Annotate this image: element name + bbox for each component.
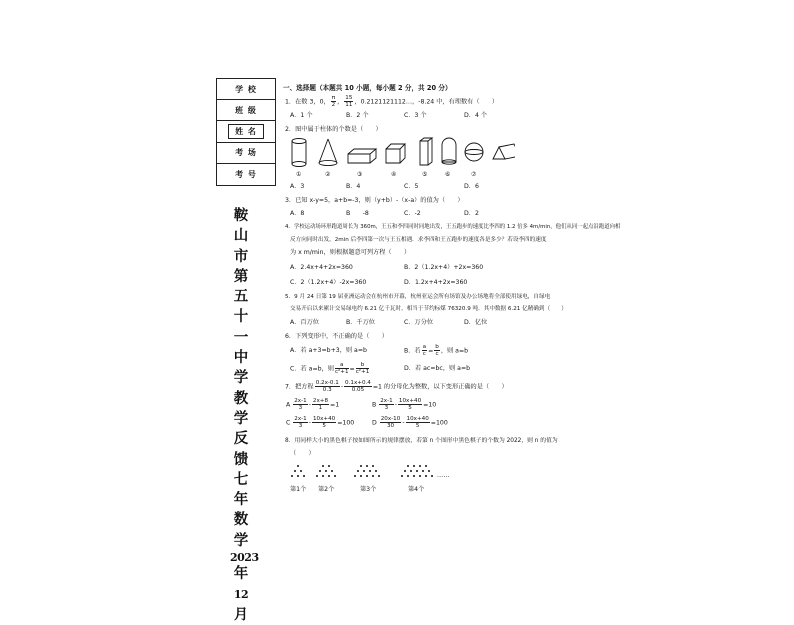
question-4-line-2: 反方向同时出发，2min 后李四第一次与王五相遇．求李四和王五跑步的速度各是多少？若设李四的速度 [290, 237, 547, 243]
q4-option-d: D．1.2x+4+2x=360 [404, 279, 468, 286]
question-5-line-2: 交易开启以来累计交易绿电约 6.21 亿千瓦时，相当于节约标煤 76320.9 吨．其中数据 6.21 亿精确到（ ） [290, 306, 567, 312]
question-3-stem: 3．已知 x-y=5，a+b=-3，则（y+b）-（x-a）的值为（ ） [285, 197, 464, 204]
q4-option-a: A．2.4x+4+2x=360 [290, 264, 353, 271]
q1-option-a: A．1 个 [290, 112, 313, 119]
q5-option-c: C．万分位 [404, 319, 434, 326]
shape-label-5: ⑤ [422, 171, 428, 178]
question-2-stem: 2．图中属于柱体的个数是（ ） [285, 126, 382, 133]
cuboid-shape [348, 149, 376, 163]
exam-room-field: 考 场 [217, 143, 275, 164]
shape-label-7: ⑦ [471, 171, 477, 178]
q6-option-d: D．若 ac=bc，则 a=b [404, 365, 471, 372]
shape-label-2: ② [325, 171, 331, 178]
class-field: 班 级 [217, 100, 275, 121]
q5-option-b: B．千万位 [346, 319, 375, 326]
q2-option-a: A．3 [290, 183, 305, 190]
pattern-label-3: 第3个 [360, 486, 377, 493]
pattern-label-4: 第4个 [408, 486, 425, 493]
q5-option-d: D．亿位 [464, 319, 488, 326]
question-4-line-3: 为 x m/min，则根据题意可列方程（ ） [290, 249, 411, 256]
question-5-line-1: 5．9 月 24 日第 19 届亚洲运动会在杭州市开幕，杭州亚运会所有场馆及办公场地将全部使用绿电，自绿电 [285, 294, 551, 300]
question-6-stem: 6．下列变形中，不正确的是（ ） [285, 333, 388, 340]
pattern-label-1: 第1个 [290, 486, 307, 493]
q2-option-c: C．5 [404, 183, 419, 190]
shape-label-1: ① [296, 171, 302, 178]
exam-number-field: 考 号 [235, 169, 257, 179]
cylinder-shape [292, 139, 306, 167]
section-heading: 一、选择题（本题共 10 小题，每小题 2 分，共 20 分） [283, 84, 452, 92]
q1-option-b: B．2 个 [346, 112, 369, 119]
question-8-line-1: 8．用同样大小的黑色棋子按如图所示的规律摆放，若第 n 个图形中黑色棋子的个数为 2022，则 n 的值为 [285, 438, 558, 444]
school-field: 学 校 [217, 79, 275, 100]
shape-label-4: ④ [391, 171, 397, 178]
q7-option-c: C $\frac{2x-1}{3}$ - $\frac{10x+40}{5}$ =100 [286, 416, 355, 429]
q6-option-a: A．若 a+3=b+3，则 a=b [290, 347, 367, 354]
question-1-stem: 1．在数 3，0， $\frac{\pi}{2}$ ， $\frac{15}{11}$ ，0.2121121112…，-8.24 中，有理数有（ ） [285, 95, 499, 108]
q7-option-d: D $\frac{20x-10}{30}$ - $\frac{10x+40}{5}$ =100 [372, 416, 448, 429]
solid-shapes-figure [285, 135, 515, 179]
vertical-exam-title: 鞍 山 市 第 五 十 一 中 学 教 学 反 馈 七 年 数 学 2023 年 12月 [230, 207, 259, 623]
q2-option-d: D．6 [464, 183, 479, 190]
q3-option-d: D．2 [464, 210, 479, 217]
cube-shape [386, 144, 405, 163]
q1-option-d: D．4 个 [464, 112, 488, 119]
q7-option-b: B $\frac{2x-1}{3}$ - $\frac{10x+40}{5}$ =10 [372, 398, 437, 411]
q4-option-b: B．2（1.2x+4）+2x=360 [404, 264, 484, 271]
q4-option-c: C．2（1.2x+4）-2x=360 [290, 279, 367, 286]
cone-shape [319, 139, 337, 166]
question-7-stem: 7．把方程 $\frac{0.2x-0.1}{0.3}$ - $\frac{0.1x+0.4}{0.05}$ =1 的分母化为整数，以下变形正确的是（ ） [285, 380, 508, 393]
q7-option-a: A $\frac{2x-1}{3}$ - $\frac{2x+8}{1}$ =1 [286, 398, 340, 411]
shape-label-3: ③ [357, 171, 363, 178]
q1-option-c: C．3 个 [404, 112, 427, 119]
q6-option-c: C．若 a=b，则 $\frac{a}{\text{c²+1}}$ = $\frac{b}{\text{c²+1}}$ [290, 362, 370, 375]
q2-option-b: B．4 [346, 183, 361, 190]
name-field: 姓 名 [217, 121, 275, 142]
q5-option-a: A．百万位 [290, 319, 319, 326]
shape-label-6: ⑥ [445, 171, 451, 178]
pattern-ellipsis: …… [437, 472, 450, 479]
triangular-prism-shape [493, 144, 515, 159]
question-4-line-1: 4．学校运动场环形跑道周长为 360m，王五和李四同时同地出发，王五跑步的速度比李四的 1.2 倍多 4m/min，他们从同一起点沿跑道向相 [285, 224, 621, 230]
sphere-shape [465, 143, 483, 161]
q3-option-a: A．8 [290, 210, 305, 217]
q3-option-c: C．-2 [404, 210, 421, 217]
student-info-table [216, 78, 276, 186]
q3-option-b: B -8 [346, 210, 369, 217]
pattern-label-2: 第2个 [318, 486, 335, 493]
capsule-shape [442, 138, 456, 164]
question-8-line-2: （ ） [290, 450, 315, 457]
prism-shape [420, 138, 432, 165]
q6-option-b: B．若 $\frac{a}{c}$ = $\frac{b}{c}$ ，则 a=b [404, 344, 469, 357]
